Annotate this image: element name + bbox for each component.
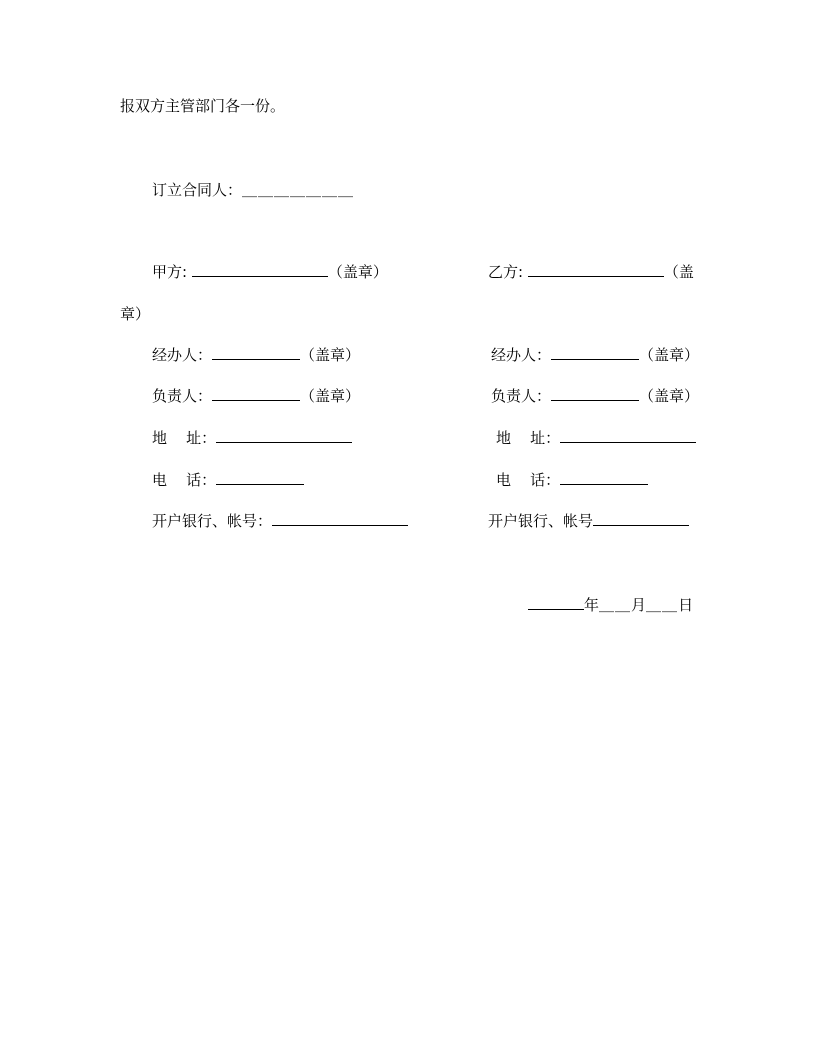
party-a-head-seal: （盖章）	[300, 387, 361, 405]
date-month-blank[interactable]: ＿＿	[599, 596, 632, 614]
party-a-agent-label: 经办人：	[152, 346, 213, 364]
party-b-head-line	[491, 386, 699, 406]
party-a-head-blank[interactable]	[212, 386, 300, 401]
party-b-bank-blank[interactable]	[593, 511, 689, 526]
party-a-agent-seal: （盖章）	[300, 346, 361, 364]
party-a-address-label: 地 址：	[152, 429, 217, 447]
party-b-head-label: 负责人：	[491, 387, 552, 405]
party-a-bank-line	[152, 511, 408, 531]
party-a-head-line	[152, 386, 360, 406]
party-b-head-blank[interactable]	[551, 386, 639, 401]
party-a-bank-label: 开户银行、帐号：	[152, 512, 273, 530]
signatory-blank[interactable]: ＿＿＿＿＿＿＿	[242, 181, 355, 199]
party-b-seal-wrap: 章）	[120, 305, 151, 323]
party-b-address-blank[interactable]	[560, 428, 696, 443]
party-a-blank[interactable]	[192, 262, 328, 277]
party-b-seal-part1: （盖	[663, 263, 694, 281]
party-b-bank-line	[488, 511, 689, 531]
party-b-address-label: 地 址：	[496, 429, 561, 447]
party-b-agent-blank[interactable]	[551, 345, 639, 360]
party-b-agent-line	[491, 345, 699, 365]
party-a-bank-blank[interactable]	[272, 511, 408, 526]
party-b-label: 乙方:	[488, 263, 524, 281]
party-b-phone-label: 电 话：	[496, 471, 561, 489]
party-b-bank-label: 开户银行、帐号	[488, 512, 594, 530]
party-b-phone-blank[interactable]	[560, 470, 648, 485]
party-b-line	[488, 262, 694, 282]
date-day-label: 日	[678, 596, 694, 614]
date-line	[528, 595, 693, 615]
party-b-blank[interactable]	[528, 262, 664, 277]
party-a-label: 甲方:	[152, 263, 188, 281]
party-b-address-line	[496, 428, 696, 448]
party-a-agent-blank[interactable]	[212, 345, 300, 360]
date-year-blank[interactable]	[528, 595, 584, 610]
signatory-line	[152, 180, 354, 200]
party-a-head-label: 负责人：	[152, 387, 213, 405]
party-a-phone-label: 电 话：	[152, 471, 217, 489]
intro-text: 报双方主管部门各一份。	[120, 97, 286, 115]
party-a-line	[152, 262, 388, 282]
date-month-label: 月	[631, 596, 647, 614]
party-a-phone-blank[interactable]	[216, 470, 304, 485]
party-a-agent-line	[152, 345, 360, 365]
date-year-label: 年	[584, 596, 600, 614]
party-a-phone-line	[152, 470, 304, 490]
party-a-address-line	[152, 428, 352, 448]
party-b-agent-label: 经办人：	[491, 346, 552, 364]
party-b-agent-seal: （盖章）	[639, 346, 700, 364]
party-b-head-seal: （盖章）	[639, 387, 700, 405]
date-day-blank[interactable]: ＿＿	[646, 596, 679, 614]
party-b-phone-line	[496, 470, 648, 490]
signatory-label: 订立合同人：	[152, 181, 243, 199]
party-a-seal: （盖章）	[327, 263, 388, 281]
party-a-address-blank[interactable]	[216, 428, 352, 443]
